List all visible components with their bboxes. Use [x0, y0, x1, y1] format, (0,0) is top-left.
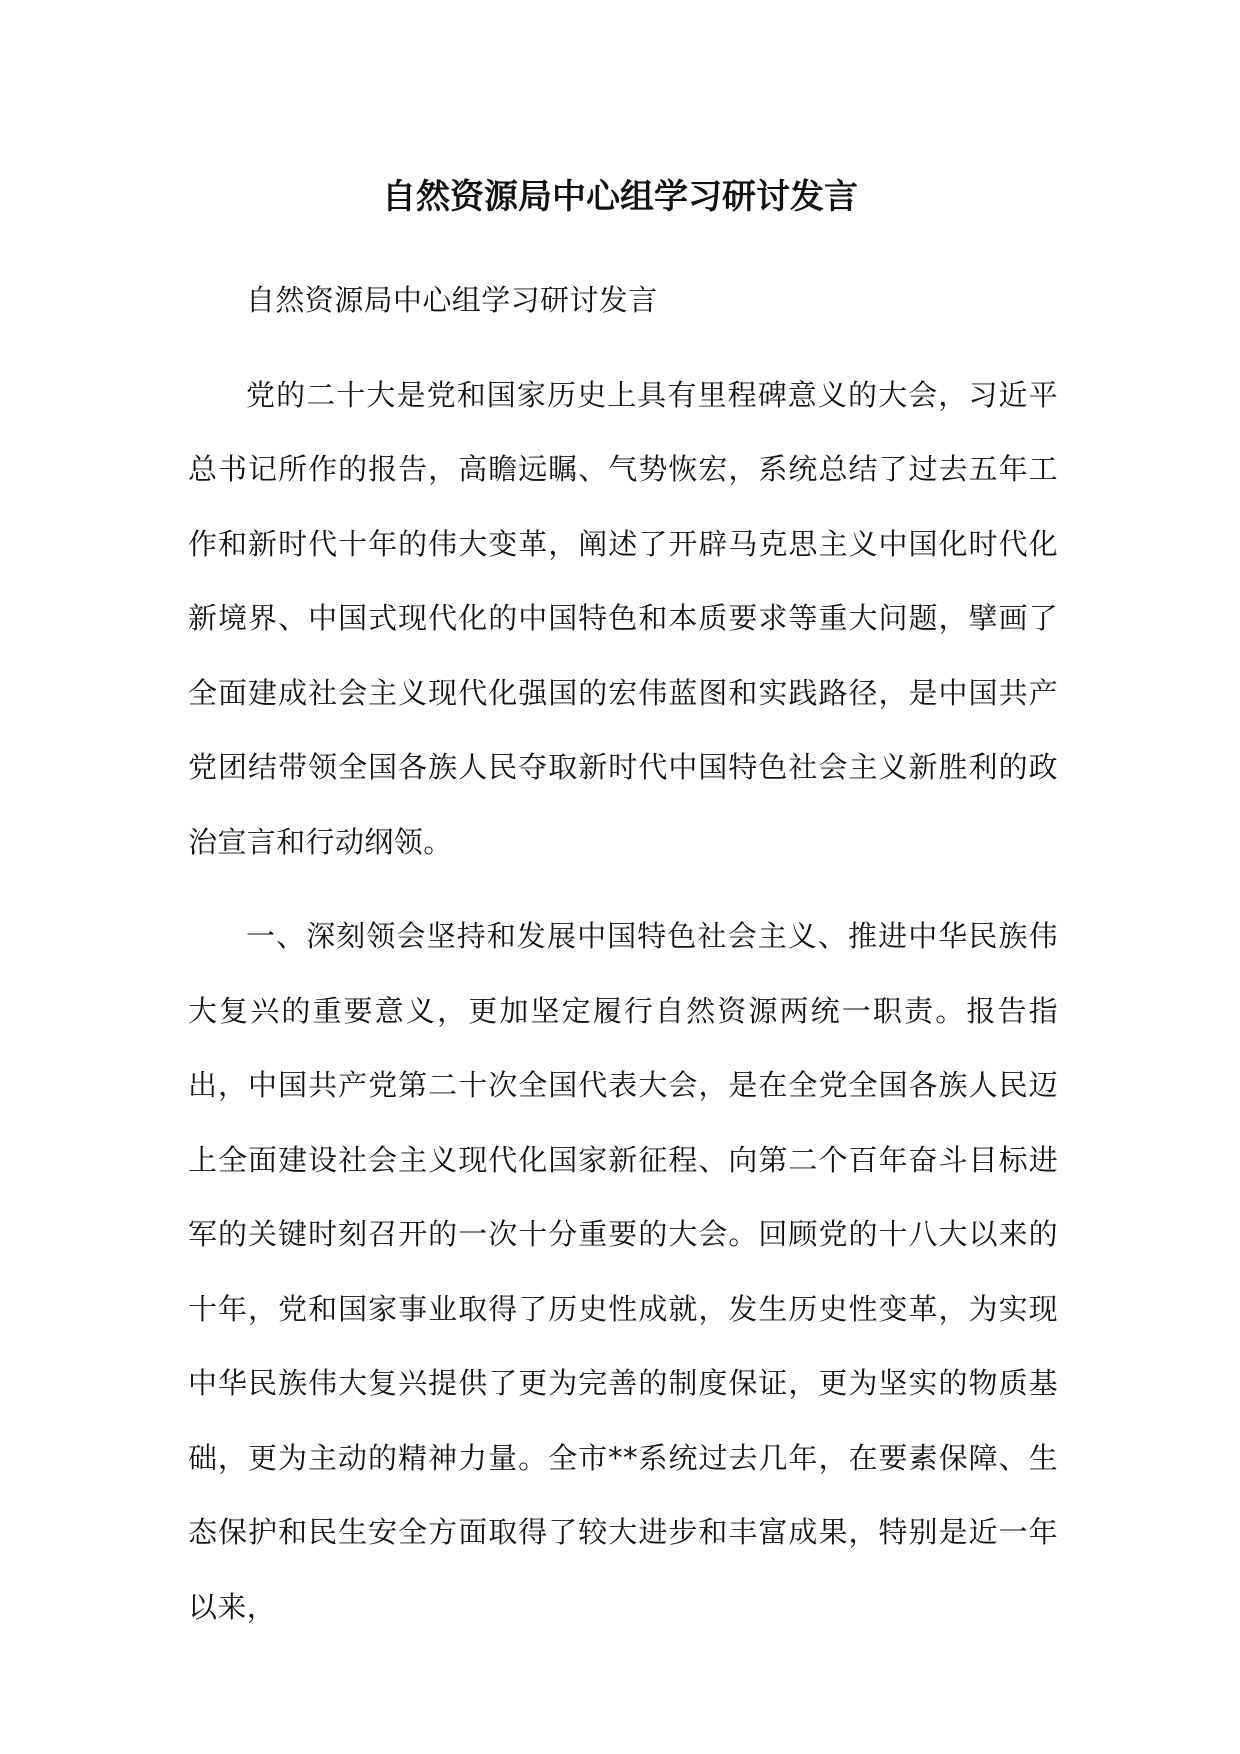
section-one-paragraph: 一、深刻领会坚持和发展中国特色社会主义、推进中华民族伟大复兴的重要意义，更加坚定履行自然资源两统一职责。报告指出，中国共产党第二十次全国代表大会，是在全党全国各族人民迈上全面建设社会主义现代化国家新征程、向第二个百年奋斗目标进军的关键时刻召开的一次十分重要的大会。回顾党的十八大以来的十年，党和国家事业取得了历史性成就，发生历史性变革，为实现中华民族伟大复兴提供了更为完善的制度保证，更为坚实的物质基础，更为主动的精神力量。全市**系统过去几年，在要素保障、生态保护和民生安全方面取得了较大进步和丰富成果，特别是近一年以来，: [188, 919, 1058, 1624]
subtitle-paragraph: 自然资源局中心组学习研讨发言: [246, 283, 658, 317]
document-title: 自然资源局中心组学习研讨发言: [382, 177, 858, 217]
intro-paragraph: 党的二十大是党和国家历史上具有里程碑意义的大会，习近平总书记所作的报告，高瞻远瞩、气势恢宏，系统总结了过去五年工作和新时代十年的伟大变革，阐述了开辟马克思主义中国化时代化新境界、中国式现代化的中国特色和本质要求等重大问题，擘画了全面建成社会主义现代化强国的宏伟蓝图和实践路径，是中国共产党团结带领全国各族人民夺取新时代中国特色社会主义新胜利的政治宣言和行动纲领。: [188, 377, 1058, 859]
document-body: [188, 263, 1058, 1644]
